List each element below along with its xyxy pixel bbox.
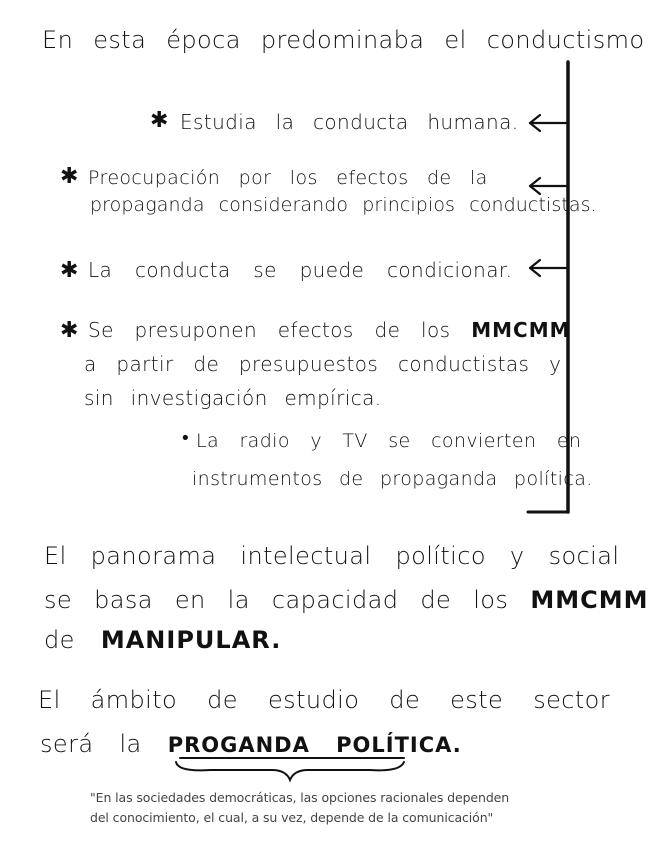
quote-line1: "En las sociedades democráticas, las opciones racionales dependen	[90, 790, 510, 805]
mmcmm-text: MMCMM	[530, 586, 649, 614]
bullet-text-2-line2: propaganda considerando principios conductistas.	[90, 194, 597, 216]
star-bullet-icon: ✱	[60, 318, 79, 343]
bullet-text-1: Estudia la conducta humana.	[180, 110, 519, 134]
curly-brace	[176, 762, 404, 780]
mmcmm-text: MMCMM	[471, 318, 571, 342]
bullet-text-4-line2: a partir de presupuestos conductistas y	[84, 352, 562, 376]
manipular-text: MANIPULAR.	[100, 626, 282, 654]
arrow-left-icon	[530, 115, 566, 131]
paragraph1-line3-text: de	[44, 626, 75, 654]
bullet-text-4-line1-text: Se presuponen efectos de los	[88, 318, 451, 342]
star-bullet-icon: ✱	[60, 258, 79, 283]
bullet-text-4-line3: sin investigación empírica.	[84, 386, 382, 410]
star-bullet-icon: ✱	[60, 164, 79, 189]
propaganda-politica-text: PROGANDA POLÍTICA.	[167, 733, 462, 757]
dot-bullet-icon: •	[180, 428, 191, 449]
arrow-left-icon	[530, 178, 566, 194]
arrow-left-icon	[530, 260, 566, 276]
paragraph1-line1: El panorama intelectual político y social	[44, 542, 620, 570]
paragraph2-line1: El ámbito de estudio de este sector	[38, 686, 611, 714]
bullet-text-3: La conducta se puede condicionar.	[88, 258, 513, 282]
star-bullet-icon: ✱	[150, 108, 169, 133]
bullet-text-2-line1: Preocupación por los efectos de la	[88, 167, 488, 189]
notes-title: En esta época predominaba el conductismo	[42, 26, 645, 54]
quote-line2: del conocimiento, el cual, a su vez, depende de la comunicación"	[90, 810, 494, 825]
sub-bullet-line1: La radio y TV se convierten en	[196, 430, 582, 452]
sub-bullet-line2: instrumentos de propaganda política.	[192, 468, 593, 490]
paragraph2-line2-text: será la	[40, 730, 142, 758]
paragraph1-line2-text: se basa en la capacidad de los	[44, 586, 509, 614]
